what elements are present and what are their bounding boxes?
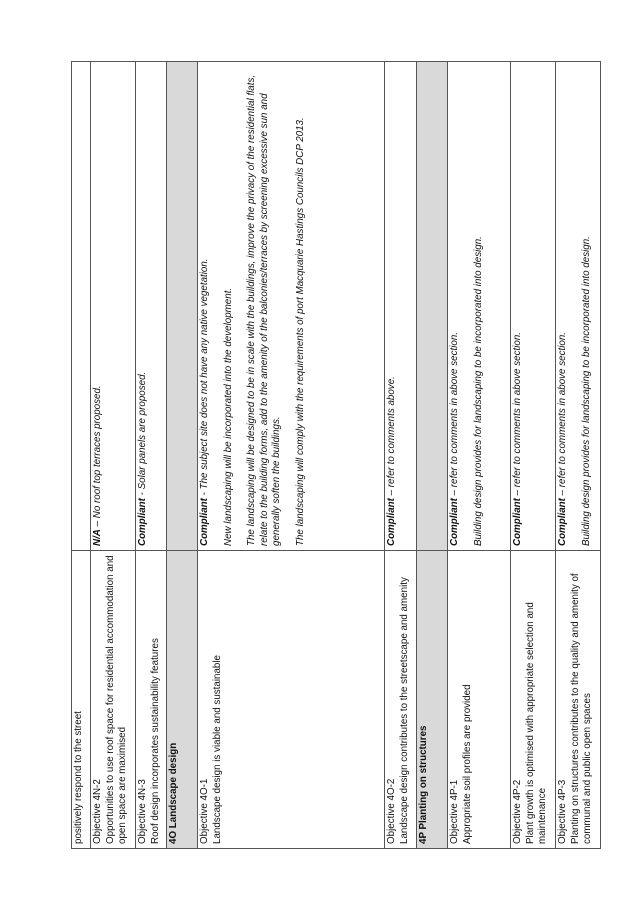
table-row [91, 62, 136, 849]
table-row [556, 62, 601, 849]
comment-text: - The subject site does not have any native vegetation. [199, 258, 210, 499]
objective-id: Objective 4P-1 [449, 779, 460, 844]
compliance-status: N/A [92, 529, 103, 546]
objective-text: Plant growth is optimised with appropriate selection and maintenance [524, 602, 548, 844]
compliance-status: Compliant [449, 498, 460, 546]
rotated-page [71, 62, 593, 849]
table-row [448, 62, 511, 849]
table-row [72, 62, 91, 849]
objective-id: Objective 4N-2 [92, 779, 103, 844]
comment-paragraph: The landscaping will be designed to be in scale with the buildings, improve the privacy of the residential flats, relate to the building forms, add to the amenity of the balconies/terraces by screening excessive sun and generally soften the buildings. [246, 74, 282, 546]
comment-paragraph: New landscaping will be incorporated into the development. [222, 287, 234, 546]
comment-text: – refer to comments in above section. [449, 332, 460, 499]
objective-text: Landscape design contributes to the streetscape and amenity [398, 577, 410, 844]
objective-text: Appropriate soil profiles are provided [461, 684, 473, 844]
objective-cell [198, 551, 385, 849]
comment-cell [198, 62, 385, 551]
objective-cell [136, 551, 167, 849]
objective-text: Roof design incorporates sustainability features [149, 638, 161, 844]
section-blank-cell [417, 62, 448, 551]
objective-id: Objective 4P-2 [512, 779, 523, 844]
comment-cell [136, 62, 167, 551]
comment-paragraph: The landscaping will comply with the requirements of port Macquarie Hastings Councils DCP 2013. [294, 117, 306, 546]
objective-text: Opportunities to use roof space for residential accommodation and open space are maximised [104, 555, 128, 844]
objective-cell [91, 551, 136, 849]
compliance-status: Compliant [512, 498, 523, 546]
objective-id: Objective 4P-3 [557, 779, 568, 844]
objective-cell [385, 551, 417, 849]
compliance-status: Compliant [199, 498, 210, 546]
comment-cell [556, 62, 601, 551]
objective-cell [448, 551, 511, 849]
objective-text: Landscape design is viable and sustainable [211, 655, 223, 844]
comment-paragraph: Building design provides for landscaping to be incorporated into design. [472, 236, 484, 546]
comment-text: – refer to comments in above section. [512, 332, 523, 499]
objective-id: Objective 4O-2 [386, 778, 397, 844]
comment-text: - Solar panels are proposed. [137, 371, 148, 499]
comment-cell [511, 62, 556, 551]
table-row [385, 62, 417, 849]
objective-cell [556, 551, 601, 849]
comment-cell [91, 62, 136, 551]
comment-cell [72, 62, 91, 551]
table-row [198, 62, 385, 849]
section-header-row [167, 62, 198, 849]
objective-cell [72, 551, 91, 849]
section-title: 4P Planting on structures [417, 551, 448, 849]
compliance-status: Compliant [137, 498, 148, 546]
compliance-status: Compliant [386, 498, 397, 546]
section-title: 4O Landscape design [167, 551, 198, 849]
planning-compliance-table [71, 61, 601, 849]
section-header-row [417, 62, 448, 849]
table-row [136, 62, 167, 849]
objective-cell [511, 551, 556, 849]
comment-cell [385, 62, 417, 551]
section-blank-cell [167, 62, 198, 551]
comment-text: – refer to comments above. [386, 376, 397, 499]
objective-id: Objective 4N-3 [137, 779, 148, 844]
comment-text: – refer to comments in above section. [557, 332, 568, 499]
compliance-status: Compliant [557, 498, 568, 546]
objective-text: positively respond to the street [73, 711, 84, 844]
comment-cell [448, 62, 511, 551]
table-row [511, 62, 556, 849]
comment-paragraph: Building design provides for landscaping to be incorporated into design. [580, 236, 592, 546]
objective-id: Objective 4O-1 [199, 778, 210, 844]
comment-text: – No roof top terraces proposed. [92, 385, 103, 530]
objective-text: Planting on structures contributes to the quality and amenity of communal and public open spaces [569, 573, 593, 844]
